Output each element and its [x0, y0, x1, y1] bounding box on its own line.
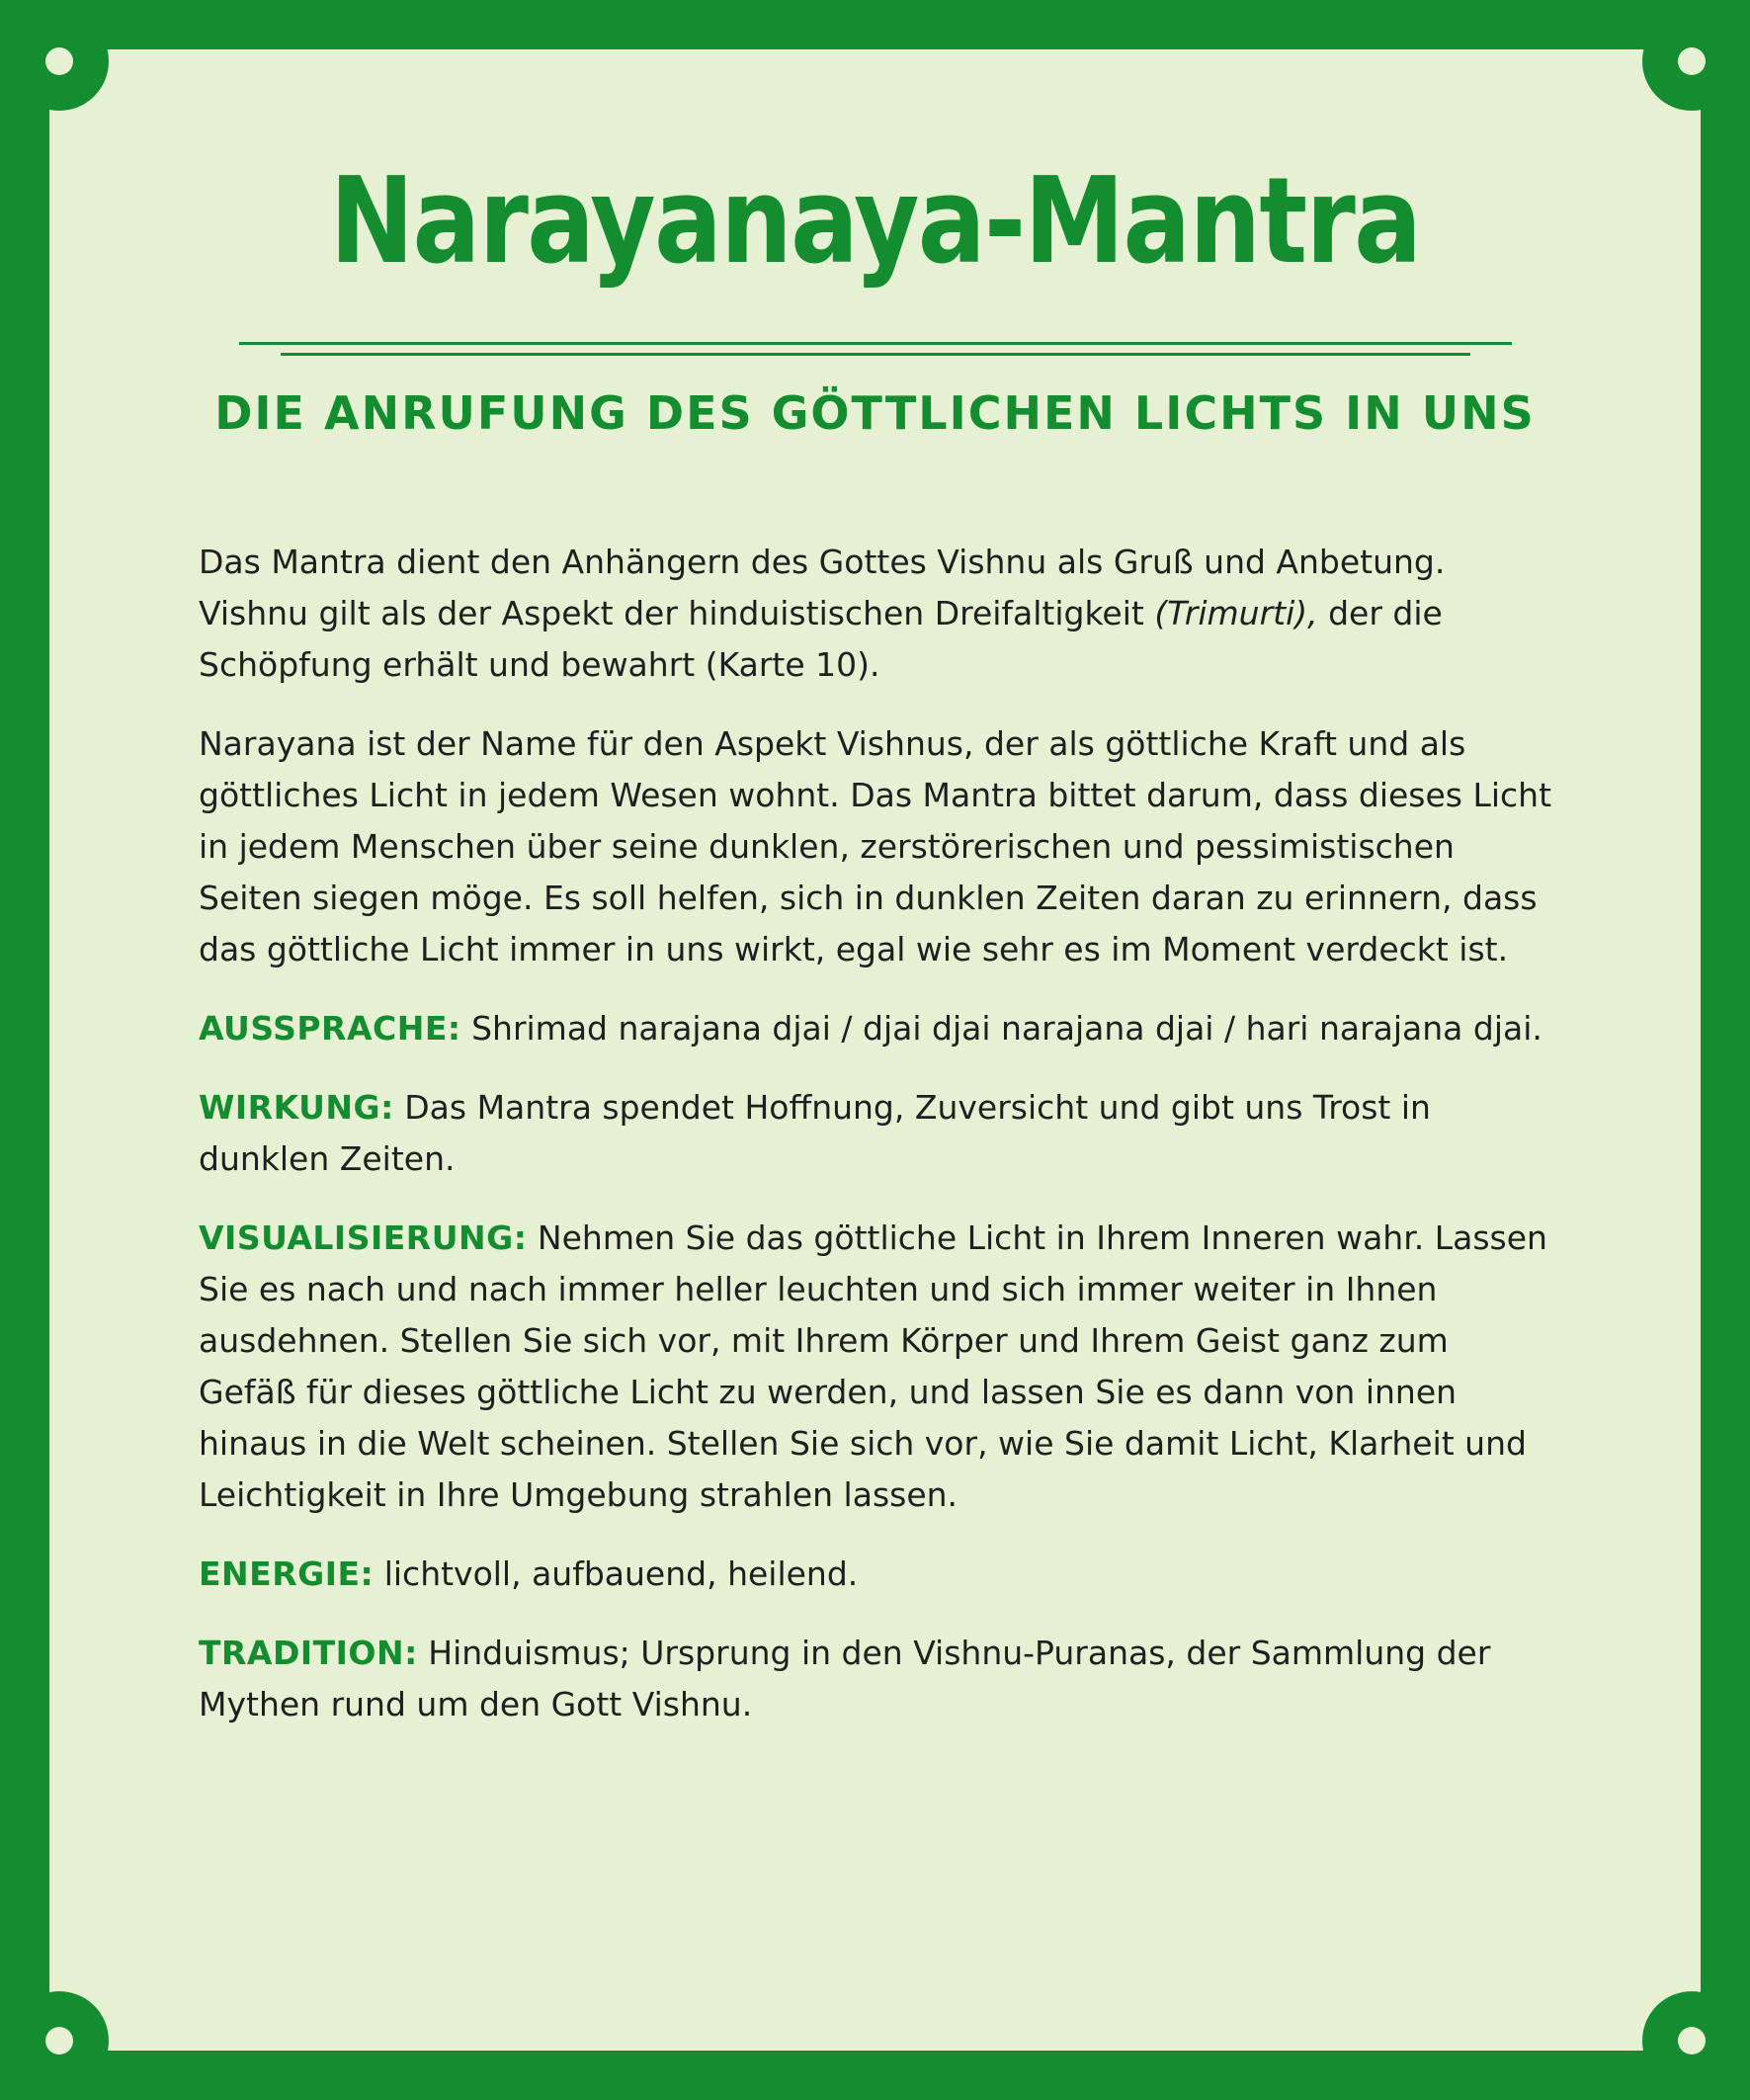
- section-label: ENERGIE:: [199, 1554, 375, 1593]
- section-tradition: [199, 1628, 1552, 1730]
- title-divider-upper: [239, 342, 1512, 345]
- corner-dot-icon: [1678, 2027, 1706, 2055]
- page-title: Narayanaya-Mantra: [329, 153, 1421, 291]
- section-label: VISUALISIERUNG:: [199, 1218, 528, 1257]
- section-text: Nehmen Sie das göttliche Licht in Ihrem Inneren wahr. Lassen Sie es nach und nach immer heller leuchten und sich immer weiter in Ihnen ausdehnen. Stellen Sie sich vor, mit Ihrem Körper und Ihrem Geist ganz zum Gefäß für dieses göttliche Licht zu werden, und lassen Sie es dann von innen hinaus in die Welt scheinen. Stellen Sie sich vor, wie Sie damit Licht, Klarheit und Leichtigkeit in Ihre Umgebung strahlen lassen.: [199, 1218, 1547, 1514]
- section-text: Shrimad narajana djai / djai djai narajana djai / hari narajana djai.: [460, 1009, 1542, 1048]
- section-effect: [199, 1082, 1552, 1185]
- intro-text-before: Das Mantra dient den Anhängern des Gottes Vishnu als Gruß und Anbetung. Vishnu gilt als der Aspekt der hinduistischen Dreifaltigkeit: [199, 543, 1446, 632]
- intro-paragraph: [199, 537, 1552, 691]
- section-text: lichtvoll, aufbauend, heilend.: [374, 1554, 859, 1593]
- corner-ornament-top-right: [1642, 12, 1741, 111]
- title-divider-lower: [281, 353, 1470, 356]
- section-text: Das Mantra spendet Hoffnung, Zuversicht und gibt uns Trost in dunklen Zeiten.: [199, 1088, 1431, 1178]
- corner-dot-icon: [45, 2027, 73, 2055]
- corner-ornament-bottom-left: [10, 1991, 109, 2090]
- intro-text-after: der die Schöpfung erhält und bewahrt (Karte 10).: [199, 594, 1443, 684]
- corner-dot-icon: [45, 47, 73, 75]
- description-paragraph: Narayana ist der Name für den Aspekt Vishnus, der als göttliche Kraft und als göttliches Licht in jedem Wesen wohnt. Das Mantra bittet darum, dass dieses Licht in jedem Menschen über seine dunklen, zerstörerischen und pessimistischen Seiten siegen möge. Es soll helfen, sich in dunklen Zeiten daran zu erinnern, dass das göttliche Licht immer in uns wirkt, egal wie sehr es im Moment verdeckt ist.: [199, 724, 1552, 968]
- page-subtitle: DIE ANRUFUNG DES GÖTTLICHEN LICHTS IN UNS: [214, 386, 1536, 440]
- section-visualization: [199, 1213, 1552, 1521]
- corner-dot-icon: [1678, 47, 1706, 75]
- intro-italic-term: (Trimurti),: [1154, 594, 1318, 632]
- card-body: [199, 537, 1552, 1758]
- corner-ornament-top-left: [10, 12, 109, 111]
- section-label: WIRKUNG:: [199, 1088, 394, 1127]
- section-energy: [199, 1549, 1552, 1600]
- section-pronunciation: [199, 1003, 1552, 1054]
- corner-ornament-bottom-right: [1642, 1991, 1741, 2090]
- section-text: Hinduismus; Ursprung in den Vishnu-Puranas, der Sammlung der Mythen rund um den Gott Vishnu.: [199, 1634, 1491, 1723]
- section-label: AUSSPRACHE:: [199, 1009, 461, 1048]
- section-label: TRADITION:: [199, 1634, 418, 1672]
